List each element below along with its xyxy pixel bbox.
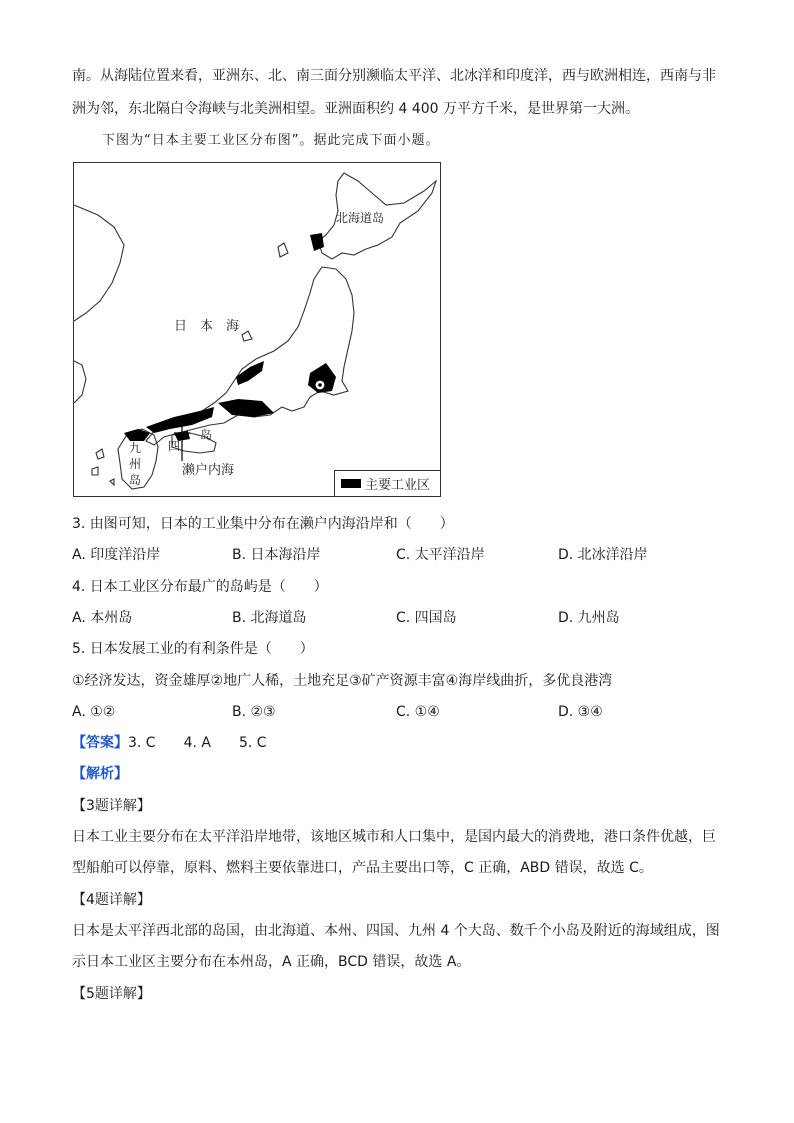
q4-option-d[interactable]: D. 九州岛 <box>558 610 620 626</box>
q5-option-d[interactable]: D. ③④ <box>558 704 603 720</box>
paragraph-line-2: 洲为邻，东北隔白令海峡与北美洲相望。亚洲面积约 4 400 万平方千米，是世界第一大洲。 <box>72 101 639 117</box>
answer-tag: 【答案】 <box>72 735 128 751</box>
detail-4-line-2: 示日本工业区主要分布在本州岛，A 正确，BCD 错误，故选 A。 <box>72 954 471 970</box>
label-shikoku: 四 <box>168 439 181 453</box>
label-sea-of-japan: 日 本 海 <box>174 319 240 334</box>
label-inland-sea: 濑户内海 <box>182 463 235 478</box>
legend-label: 主要工业区 <box>365 478 431 493</box>
q3-option-d[interactable]: D. 北冰洋沿岸 <box>558 547 648 563</box>
map-intro: 下图为“日本主要工业区分布图”。据此完成下面小题。 <box>102 133 440 148</box>
q5-option-a[interactable]: A. ①② <box>72 704 116 720</box>
q5-option-c[interactable]: C. ①④ <box>396 704 440 720</box>
q3-option-c[interactable]: C. 太平洋沿岸 <box>396 547 485 563</box>
detail-3-line-1: 日本工业主要分布在太平洋沿岸地带，该地区城市和人口集中，是国内最大的消费地，港口条件优越，巨 <box>72 829 716 845</box>
legend-swatch <box>341 479 361 488</box>
q4-option-b[interactable]: B. 北海道岛 <box>232 610 307 626</box>
korea-peninsula <box>74 361 86 403</box>
label-hokkaido: 北海道岛 <box>336 211 385 225</box>
q4-option-c[interactable]: C. 四国岛 <box>396 610 457 626</box>
industrial-zone-hokuriku <box>236 361 264 385</box>
question-5-stem: 5. 日本发展工业的有利条件是（ ） <box>72 641 314 657</box>
q5-option-b[interactable]: B. ②③ <box>232 704 276 720</box>
detail-5-heading: 【5题详解】 <box>72 986 151 1002</box>
detail-4-heading: 【4题详解】 <box>72 892 151 908</box>
q3-option-a[interactable]: A. 印度洋沿岸 <box>72 547 161 563</box>
analysis-heading: 【解析】 <box>72 766 128 782</box>
industrial-zone-hokkaido <box>310 233 324 251</box>
label-kyushu-2: 州 <box>129 457 142 471</box>
paragraph-line-1: 南。从海陆位置来看，亚洲东、北、南三面分别濒临太平洋、北冰洋和印度洋，西与欧洲相连，西南与非 <box>72 68 716 84</box>
question-4-stem: 4. 日本工业区分布最广的岛屿是（ ） <box>72 579 328 595</box>
mainland-coast <box>74 205 124 321</box>
question-5-conditions: ①经济发达，资金雄厚②地广人稀，土地充足③矿产资源丰富④海岸线曲折，多优良港湾 <box>72 673 613 689</box>
industrial-zone-chukyo <box>218 399 274 417</box>
detail-3-line-2: 型船舶可以停靠，原料、燃料主要依靠进口，产品主要出口等，C 正确，ABD 错误，故选 C。 <box>72 860 653 876</box>
label-kyushu-1: 九 <box>129 441 142 455</box>
detail-3-heading: 【3题详解】 <box>72 798 151 814</box>
japan-industrial-map <box>73 162 441 497</box>
answer-line <box>72 733 267 753</box>
label-shikoku-island: 岛 <box>200 428 213 442</box>
detail-4-line-1: 日本是太平洋西北部的岛国，由北海道、本州、四国、九州 4 个大岛、数千个小岛及附近的海域组成，图 <box>72 923 720 939</box>
label-kyushu-3: 岛 <box>129 473 142 487</box>
q4-option-a[interactable]: A. 本州岛 <box>72 610 133 626</box>
q3-option-b[interactable]: B. 日本海沿岸 <box>232 547 321 563</box>
map-legend <box>334 470 440 496</box>
answer-text: 3. C 4. A 5. C <box>128 735 267 751</box>
question-3-stem: 3. 由图可知，日本的工业集中分布在濑户内海沿岸和（ ） <box>72 516 454 532</box>
